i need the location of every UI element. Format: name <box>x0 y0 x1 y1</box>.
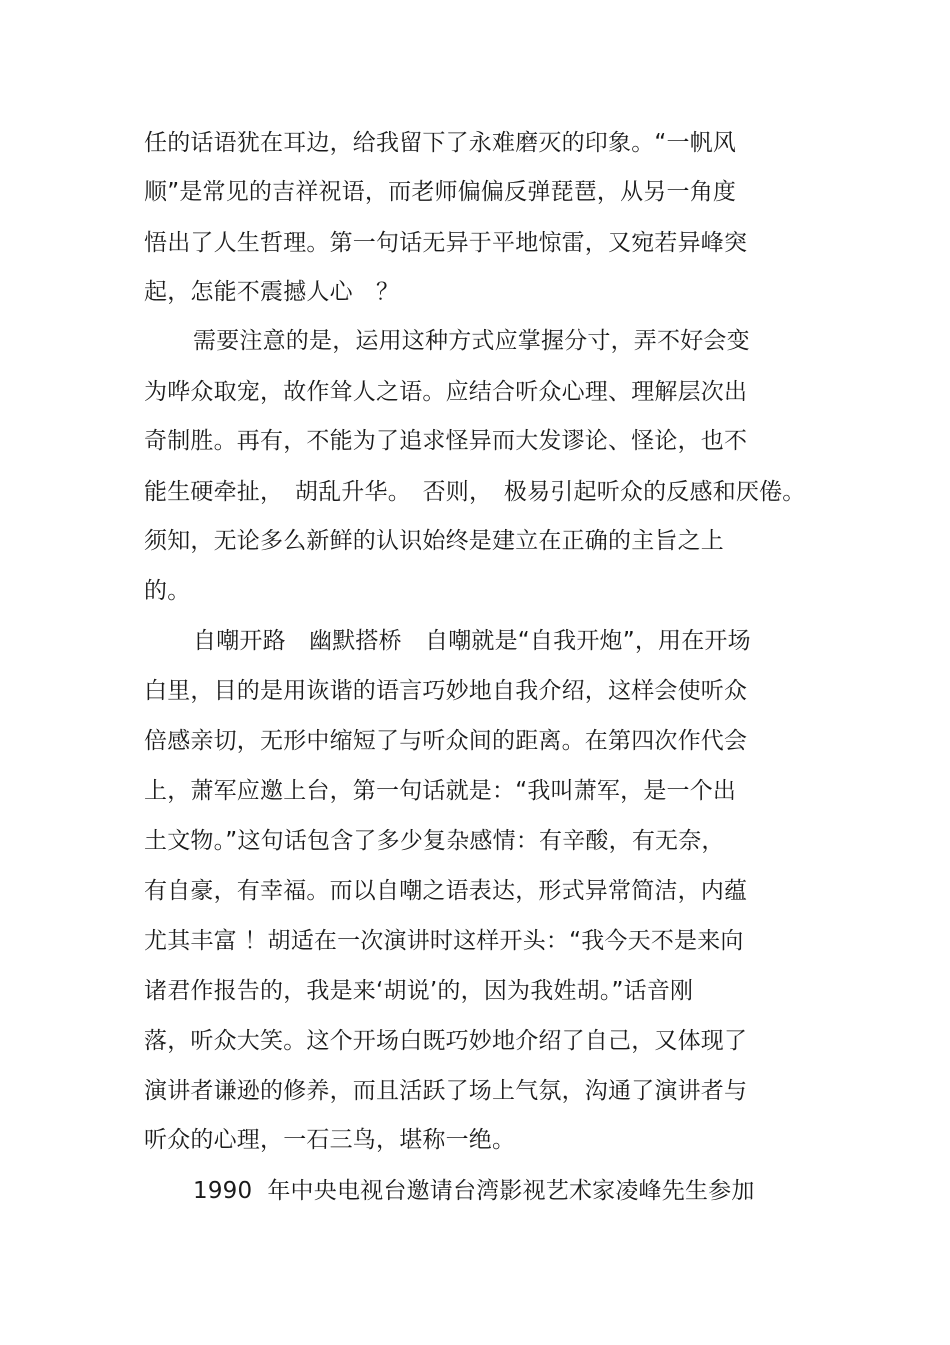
text-line: 须知，无论多么新鲜的认识始终是建立在正确的主旨之上 <box>144 528 724 554</box>
text-line: 任的话语犹在耳边，给我留下了永难磨灭的印象。“一帆风 <box>144 130 737 156</box>
paragraph-start-line: 自嘲开路 幽默搭桥 自嘲就是“自我开炮”，用在开场 <box>193 628 751 654</box>
text-line: 悟出了人生哲理。第一句话无异于平地惊雷，又宛若异峰突 <box>144 230 748 256</box>
paragraph-start-line: 1990 年中央电视台邀请台湾影视艺术家凌峰先生参加 <box>193 1178 755 1204</box>
paragraph-start-line: 需要注意的是，运用这种方式应掌握分寸，弄不好会变 <box>193 328 750 354</box>
text-line: 白里，目的是用诙谐的语言巧妙地自我介绍，这样会使听众 <box>144 678 748 704</box>
text-line: 奇制胜。再有，不能为了追求怪异而大发谬论、怪论，也不 <box>144 428 748 454</box>
text-line: 倍感亲切，无形中缩短了与听众间的距离。在第四次作代会 <box>144 728 748 754</box>
text-line: 能生硬牵扯， 胡乱升华。 否则， 极易引起听众的反感和厌倦。 <box>144 479 806 505</box>
text-line: 落，听众大笑。这个开场白既巧妙地介绍了自己，又体现了 <box>144 1028 748 1054</box>
text-line: 尤其丰富 ！胡适在一次演讲时这样开头：“我今天不是来向 <box>144 928 744 954</box>
text-line: 的。 <box>144 578 191 604</box>
text-line: 听众的心理，一石三鸟，堪称一绝。 <box>144 1127 516 1153</box>
text-line: 为哗众取宠，故作耸人之语。应结合听众心理、理解层次出 <box>144 379 748 405</box>
text-line: 土文物。”这句话包含了多少复杂感情：有辛酸，有无奈， <box>144 828 725 854</box>
text-line: 起，怎能不震撼人心 ？ <box>144 279 400 305</box>
text-line: 上，萧军应邀上台，第一句话就是：“我叫萧军，是一个出 <box>144 778 737 804</box>
text-line: 顺”是常见的吉祥祝语，而老师偏偏反弹琵琶，从另一角度 <box>144 179 737 205</box>
text-line: 诸君作报告的，我是来‘胡说’的，因为我姓胡。”话音刚 <box>144 978 694 1004</box>
text-line: 有自豪，有幸福。而以自嘲之语表达，形式异常简洁，内蕴 <box>144 878 748 904</box>
text-line: 演讲者谦逊的修养，而且活跃了场上气氛，沟通了演讲者与 <box>144 1078 748 1104</box>
